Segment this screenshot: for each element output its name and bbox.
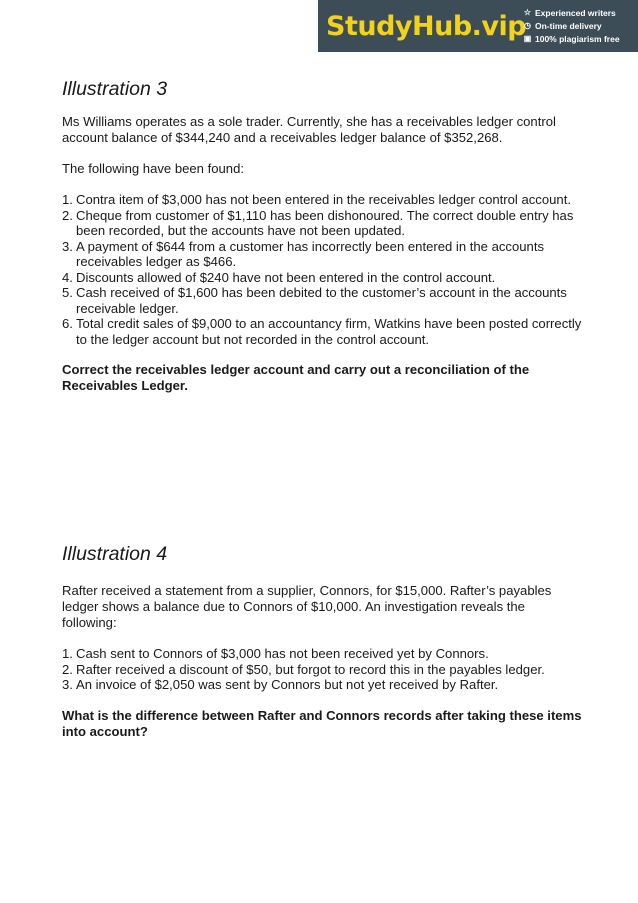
list-item: 1. Contra item of $3,000 has not been entered in the receivables ledger control account.	[62, 192, 571, 207]
badge-on-time-delivery	[522, 20, 620, 32]
badge-label: On-time delivery	[535, 21, 602, 31]
illustration-4-intro: Rafter received a statement from a supplier, Connors, for $15,000. Rafter’s payables ledger shows a balance due to Connors of $10,000. An investigation reveals the following:	[62, 583, 552, 630]
illustration-4-question: What is the difference between Rafter and Connors records after taking these items into account?	[62, 707, 582, 739]
illustration-3-section	[62, 78, 582, 394]
badge-experienced-writers	[522, 7, 620, 19]
illustration-4-title: Illustration 4	[62, 543, 168, 565]
studyhub-banner[interactable]	[318, 0, 638, 52]
badge-label: 100% plagiarism free	[535, 34, 620, 44]
illustration-3-title: Illustration 3	[62, 78, 168, 100]
badge-plagiarism-free	[522, 33, 620, 45]
illustration-3-intro: Ms Williams operates as a sole trader. Currently, she has a receivables ledger control account balance of $344,240 and a receivables ledger balance of $352,268.	[62, 114, 556, 145]
list-item: 3. A payment of $644 from a customer has incorrectly been entered in the accounts receivables ledger as $466.	[62, 238, 544, 269]
illustration-3-lead: The following have been found:	[62, 161, 244, 176]
list-item: 2. Rafter received a discount of $50, but forgot to record this in the payables ledger.	[62, 661, 545, 677]
badge-label: Experienced writers	[535, 8, 616, 18]
clock-icon: ◷	[524, 21, 531, 30]
list-item: 3. An invoice of $2,050 was sent by Connors but not yet received by Rafter.	[62, 677, 499, 692]
list-item: 2. Cheque from customer of $1,110 has been dishonoured. The correct double entry has been recorded, but the accounts have not been updated.	[62, 207, 574, 238]
list-item: 6. Total credit sales of $9,000 to an accountancy firm, Watkins have been posted correctly to the ledger account but not recorded in the control account.	[62, 316, 582, 347]
illustration-4-list	[62, 646, 582, 693]
studyhub-logo: StudyHub.vip	[326, 10, 527, 42]
illustration-3-list	[62, 192, 582, 347]
banner-badges	[522, 7, 620, 45]
list-item: 4. Discounts allowed of $240 have not been entered in the control account.	[62, 269, 496, 285]
star-outline-icon: ☆	[523, 8, 532, 17]
illustration-3-question: Correct the receivables ledger account and carry out a reconciliation of the Receivables Ledger.	[62, 362, 530, 393]
list-item: 1. Cash sent to Connors of $3,000 has not been received yet by Connors.	[62, 646, 489, 661]
illustration-4-section	[62, 543, 582, 740]
list-item: 5. Cash received of $1,600 has been debited to the customer’s account in the accounts receivable ledger.	[62, 285, 567, 316]
document-icon: ▣	[523, 34, 532, 43]
